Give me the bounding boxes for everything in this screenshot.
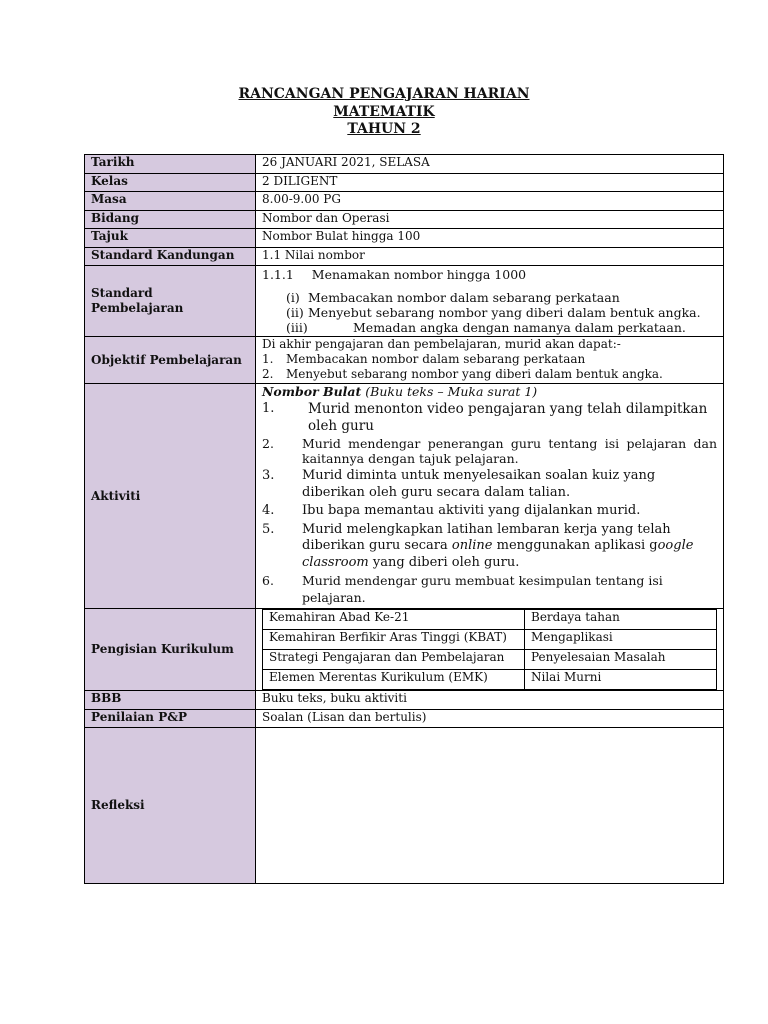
aktiviti-item-text: Murid diminta untuk menyelesaikan soalan kuiz yang diberikan oleh guru secara dalam talian.: [302, 468, 656, 500]
label-standard-kandungan: Standard Kandungan: [85, 248, 256, 266]
aktiviti-item-text-part: Murid melengkapkan latihan lembaran kerja yang telah diberikan guru secara: [302, 521, 671, 553]
kurikulum-value: Nilai Murni: [525, 670, 717, 690]
label-tajuk: Tajuk: [85, 229, 256, 248]
value-standard-pembelajaran: [256, 266, 724, 337]
label-tarikh: Tarikh: [85, 155, 256, 174]
row-pengisian-kurikulum: [85, 609, 724, 691]
value-tarikh: 26 JANUARI 2021, SELASA: [256, 155, 724, 174]
kurikulum-key: Kemahiran Berfikir Aras Tinggi (KBAT): [263, 630, 525, 650]
sp-item-text: Menyebut sebarang nombor yang diberi dalam bentuk angka.: [308, 305, 701, 320]
aktiviti-item-num: 4.: [262, 503, 275, 518]
sp-heading: [262, 267, 717, 282]
list-item: [262, 522, 717, 572]
table-row: [263, 650, 717, 670]
value-kelas: 2 DILIGENT: [256, 174, 724, 192]
label-masa: Masa: [85, 192, 256, 211]
row-refleksi: [85, 728, 724, 884]
sp-code: 1.1.1: [262, 267, 294, 282]
kurikulum-table: [262, 609, 717, 690]
sp-title: Menamakan nombor hingga 1000: [311, 267, 527, 282]
kurikulum-value: Penyelesaian Masalah: [525, 650, 717, 670]
objektif-item-text: Menyebut sebarang nombor yang diberi dalam bentuk angka.: [286, 367, 663, 381]
heading-year: TAHUN 2: [347, 121, 421, 137]
objektif-item-text: Membacakan nombor dalam sebarang perkataan: [286, 352, 586, 366]
objektif-item-num: 1.: [262, 352, 274, 366]
kurikulum-value: Berdaya tahan: [525, 610, 717, 630]
sp-item-text: Memadan angka dengan namanya dalam perkataan.: [353, 320, 686, 335]
heading-subject: MATEMATIK: [333, 103, 435, 120]
list-item: [262, 573, 717, 606]
aktiviti-item-text: Murid menonton video pengajaran yang telah dilampitkan oleh guru: [308, 401, 708, 434]
heading-title: RANCANGAN PENGAJARAN HARIAN: [238, 86, 530, 102]
aktiviti-item-num: 3.: [262, 468, 275, 483]
row-standard-kandungan: [85, 248, 724, 266]
row-bidang: [85, 211, 724, 229]
aktiviti-item-num: 6.: [262, 573, 274, 588]
aktiviti-heading: [262, 384, 717, 399]
list-item: [262, 436, 717, 466]
row-masa: [85, 192, 724, 211]
aktiviti-title: Nombor Bulat: [262, 384, 362, 399]
kurikulum-key: Elemen Merentas Kurikulum (EMK): [263, 670, 525, 690]
aktiviti-item-text-part: oogle classroom: [302, 538, 694, 570]
aktiviti-item-text-part: online: [451, 538, 493, 553]
list-item: [262, 367, 717, 382]
aktiviti-item-text: Murid mendengar penerangan guru tentang isi pelajaran dan kaitannya dengan tajuk pelajaran.: [302, 436, 717, 466]
aktiviti-subtitle: (Buku teks – Muka surat 1): [365, 384, 538, 399]
table-row: [263, 610, 717, 630]
sp-item-text: Membacakan nombor dalam sebarang perkataan: [308, 290, 620, 305]
sp-item-num: (ii): [286, 305, 304, 320]
list-item: [286, 305, 717, 320]
list-item: [262, 503, 717, 520]
aktiviti-item-text: [302, 522, 717, 572]
aktiviti-list: [262, 401, 717, 606]
list-item: [286, 290, 717, 305]
aktiviti-item-text: Murid mendengar guru membuat kesimpulan tentang isi pelajaran.: [302, 573, 663, 605]
value-standard-kandungan: 1.1 Nilai nombor: [256, 248, 724, 266]
value-bbb: Buku teks, buku aktiviti: [256, 691, 724, 710]
aktiviti-item-text-part: menggunakan aplikasi g: [492, 538, 658, 553]
value-objektif: [256, 337, 724, 384]
row-standard-pembelajaran: [85, 266, 724, 337]
row-tajuk: [85, 229, 724, 248]
list-item: [286, 320, 717, 335]
label-bbb: BBB: [85, 691, 256, 710]
objektif-list: [262, 352, 717, 382]
value-bidang: Nombor dan Operasi: [256, 211, 724, 229]
objektif-item-num: 2.: [262, 367, 274, 381]
aktiviti-item-text-part: yang diberi oleh guru.: [368, 554, 520, 570]
value-penilaian: Soalan (Lisan dan bertulis): [256, 710, 724, 728]
aktiviti-item-num: 5.: [262, 521, 275, 537]
label-kelas: Kelas: [85, 174, 256, 192]
value-masa: 8.00-9.00 PG: [256, 192, 724, 211]
sp-item-num: (iii): [286, 320, 308, 335]
objektif-intro: Di akhir pengajaran dan pembelajaran, murid akan dapat:-: [262, 337, 621, 351]
list-item: [262, 401, 717, 434]
label-bidang: Bidang: [85, 211, 256, 229]
row-penilaian: [85, 710, 724, 728]
sp-item-num: (i): [286, 290, 300, 305]
row-tarikh: [85, 155, 724, 174]
document-heading: [0, 86, 768, 139]
kurikulum-key: Strategi Pengajaran dan Pembelajaran: [263, 650, 525, 670]
value-pengisian-kurikulum: [256, 609, 724, 691]
value-refleksi[interactable]: [256, 728, 724, 884]
label-pengisian-kurikulum: Pengisian Kurikulum: [85, 609, 256, 691]
value-aktiviti: [256, 384, 724, 609]
label-aktiviti: Aktiviti: [85, 384, 256, 609]
kurikulum-key: Kemahiran Abad Ke-21: [263, 610, 525, 630]
label-penilaian: Penilaian P&P: [85, 710, 256, 728]
lesson-plan-table: [84, 154, 724, 884]
row-objektif: [85, 337, 724, 384]
list-item: [262, 352, 717, 367]
table-row: [263, 630, 717, 650]
aktiviti-item-text: Ibu bapa memantau aktiviti yang dijalankan murid.: [302, 503, 641, 518]
row-kelas: [85, 174, 724, 192]
value-tajuk: Nombor Bulat hingga 100: [256, 229, 724, 248]
aktiviti-item-num: 1.: [262, 401, 275, 416]
row-bbb: [85, 691, 724, 710]
label-standard-pembelajaran: Standard Pembelajaran: [85, 266, 256, 337]
label-refleksi: Refleksi: [85, 728, 256, 884]
table-row: [263, 670, 717, 690]
label-objektif: Objektif Pembelajaran: [85, 337, 256, 384]
kurikulum-value: Mengaplikasi: [525, 630, 717, 650]
row-aktiviti: [85, 384, 724, 609]
list-item: [262, 468, 717, 501]
aktiviti-item-num: 2.: [262, 436, 274, 451]
sp-list: [262, 290, 717, 335]
